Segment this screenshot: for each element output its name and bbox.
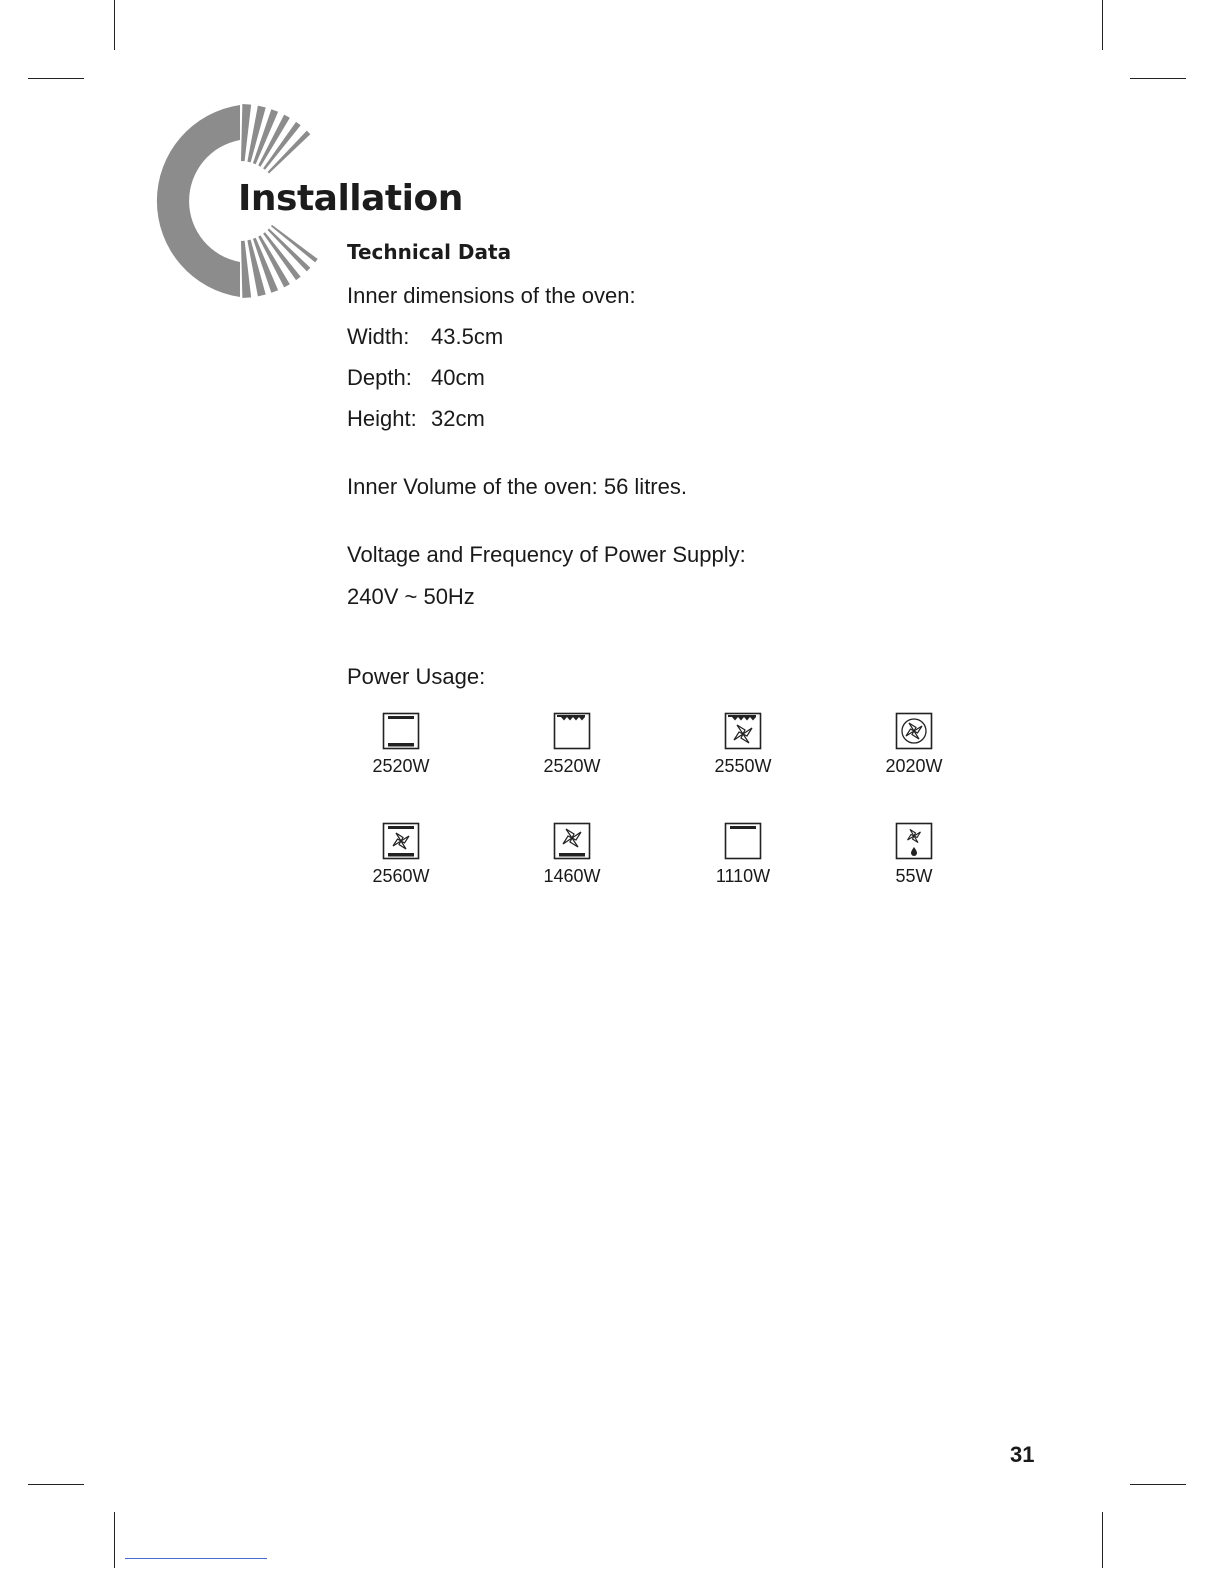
top-heat-icon <box>724 822 762 860</box>
power-watts: 2560W <box>372 866 430 886</box>
dimension-label: Height: <box>347 406 417 431</box>
crop-mark <box>28 1484 84 1485</box>
power-item <box>512 822 632 887</box>
power-watts: 55W <box>895 866 933 886</box>
power-watts: 2550W <box>714 756 772 776</box>
power-item <box>854 822 974 887</box>
crop-mark <box>28 78 84 79</box>
crop-mark <box>114 0 115 50</box>
power-item <box>341 712 461 777</box>
subtitle: Technical Data <box>347 240 512 264</box>
crop-mark <box>1130 1484 1186 1485</box>
dimension-label: Depth: <box>347 365 412 390</box>
fan-top-bottom-heat-icon <box>382 822 420 860</box>
power-item <box>512 712 632 777</box>
dimension-value: 40cm <box>431 365 485 390</box>
power-supply-value: 240V ~ 50Hz <box>347 584 475 609</box>
fan-grill-icon <box>724 712 762 750</box>
power-watts: 2520W <box>372 756 430 776</box>
crop-mark <box>1102 1512 1103 1568</box>
fan-bottom-heat-icon <box>553 822 591 860</box>
top-bottom-heat-icon <box>382 712 420 750</box>
dimension-row-depth <box>347 365 485 391</box>
power-watts: 2020W <box>885 756 943 776</box>
dimension-row-width <box>347 324 503 350</box>
dimension-value: 32cm <box>431 406 485 431</box>
fan-forced-icon <box>895 712 933 750</box>
dimension-value: 43.5cm <box>431 324 504 349</box>
defrost-icon <box>895 822 933 860</box>
power-watts: 1460W <box>543 866 601 886</box>
page-number: 31 <box>1010 1442 1035 1467</box>
footer-rule <box>125 1558 267 1559</box>
power-watts: 2520W <box>543 756 601 776</box>
power-item <box>854 712 974 777</box>
power-item <box>683 822 803 887</box>
dimension-row-height <box>347 406 485 432</box>
power-watts: 1110W <box>715 866 771 886</box>
crop-mark <box>114 1512 115 1568</box>
crop-mark <box>1130 78 1186 79</box>
dimensions-intro: Inner dimensions of the oven: <box>347 283 636 308</box>
power-supply-label: Voltage and Frequency of Power Supply: <box>347 542 746 567</box>
section-title: Installation <box>238 178 463 219</box>
volume-text: Inner Volume of the oven: 56 litres. <box>347 474 687 499</box>
power-item <box>683 712 803 777</box>
power-item <box>341 822 461 887</box>
crop-mark <box>1102 0 1103 50</box>
grill-icon <box>553 712 591 750</box>
power-usage-label: Power Usage: <box>347 664 486 689</box>
dimension-label: Width: <box>347 324 410 349</box>
